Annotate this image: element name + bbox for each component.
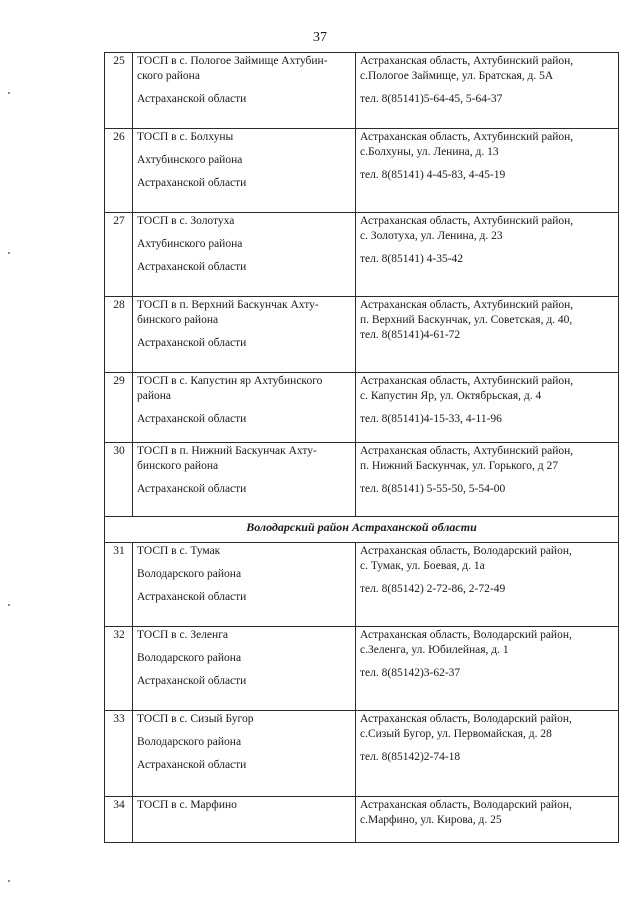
address-line: с.Пологое Займище, ул. Братская, д. 5А — [360, 69, 554, 82]
phone-text: тел. 8(85142) 2-72-86, 2-72-49 — [360, 582, 506, 595]
office-region: Астраханской области — [137, 758, 247, 771]
office-name-line: ТОСП в п. Верхний Баскунчак Ахту- — [137, 299, 319, 311]
address-line: Астраханская область, Володарский район, — [360, 799, 572, 811]
address-line: Астраханская область, Володарский район, — [360, 545, 572, 557]
address-cell — [356, 443, 619, 517]
row-number: 34 — [105, 797, 133, 843]
phone-text: тел. 8(85141) 5-55-50, 5-54-00 — [360, 482, 506, 495]
office-name-line: ТОСП в с. Сизый Бугор — [137, 713, 254, 725]
office-name-line: Ахтубинского района — [137, 237, 243, 250]
address-line: с.Марфино, ул. Кирова, д. 25 — [360, 813, 502, 826]
table-row — [105, 443, 619, 517]
table-row — [105, 711, 619, 797]
office-name-line: Володарского района — [137, 567, 242, 580]
office-name-cell — [133, 213, 356, 297]
address-line: с.Болхуны, ул. Ленина, д. 13 — [360, 145, 499, 158]
address-line: Астраханская область, Ахтубинский район, — [360, 215, 574, 227]
office-region: Астраханской области — [137, 336, 247, 349]
office-name-line: Володарского района — [137, 735, 242, 748]
address-cell — [356, 627, 619, 711]
address-cell — [356, 297, 619, 373]
office-name-line: бинского района — [137, 313, 219, 326]
row-number: 31 — [105, 543, 133, 627]
address-line: с. Капустин Яр, ул. Октябрьская, д. 4 — [360, 389, 542, 402]
office-name-cell — [133, 797, 356, 843]
office-region: Астраханской области — [137, 482, 247, 495]
address-line: п. Верхний Баскунчак, ул. Советская, д. 40, — [360, 313, 573, 326]
office-name-cell — [133, 373, 356, 443]
table-row — [105, 213, 619, 297]
table-row — [105, 627, 619, 711]
address-cell — [356, 543, 619, 627]
address-cell — [356, 129, 619, 213]
office-name-cell — [133, 129, 356, 213]
address-line: Астраханская область, Ахтубинский район, — [360, 299, 574, 311]
row-number: 33 — [105, 711, 133, 797]
office-region: Астраханской области — [137, 260, 247, 273]
address-cell — [356, 711, 619, 797]
page-number: 37 — [313, 30, 327, 45]
section-heading: Володарский район Астраханской области — [105, 517, 619, 543]
address-line: с.Зеленга, ул. Юбилейная, д. 1 — [360, 643, 509, 656]
phone-text: тел. 8(85141) 4-35-42 — [360, 252, 464, 265]
row-number: 28 — [105, 297, 133, 373]
address-line: с.Сизый Бугор, ул. Первомайская, д. 28 — [360, 727, 552, 740]
office-name-line: ТОСП в с. Капустин яр Ахтубинского — [137, 375, 323, 387]
phone-text: тел. 8(85141)4-15-33, 4-11-96 — [360, 412, 502, 425]
office-name-line: района — [137, 389, 172, 402]
office-name-cell — [133, 53, 356, 129]
scan-speck — [8, 880, 10, 882]
scan-speck — [8, 92, 10, 94]
address-cell — [356, 213, 619, 297]
address-cell — [356, 797, 619, 843]
office-region: Астраханской области — [137, 590, 247, 603]
phone-text: тел. 8(85141)5-64-45, 5-64-37 — [360, 92, 503, 105]
phone-text: тел. 8(85141) 4-45-83, 4-45-19 — [360, 168, 506, 181]
office-name-cell — [133, 543, 356, 627]
office-name-line: ТОСП в с. Тумак — [137, 545, 221, 557]
row-number: 32 — [105, 627, 133, 711]
table-row — [105, 53, 619, 129]
row-number: 29 — [105, 373, 133, 443]
office-name-line: ского района — [137, 69, 200, 82]
scan-speck — [8, 604, 10, 606]
section-row — [105, 517, 619, 543]
office-name-line: бинского района — [137, 459, 219, 472]
address-cell — [356, 373, 619, 443]
row-number: 27 — [105, 213, 133, 297]
office-region: Астраханской области — [137, 412, 247, 425]
address-line: Астраханская область, Ахтубинский район, — [360, 445, 574, 457]
office-name-line: ТОСП в п. Нижний Баскунчак Ахту- — [137, 445, 317, 457]
office-region: Астраханской области — [137, 674, 247, 687]
office-name-cell — [133, 711, 356, 797]
office-name-cell — [133, 297, 356, 373]
registry-table — [104, 52, 619, 843]
office-name-line: Володарского района — [137, 651, 242, 664]
phone-text: тел. 8(85141)4-61-72 — [360, 328, 461, 341]
address-line: Астраханская область, Володарский район, — [360, 629, 572, 641]
address-line: п. Нижний Баскунчак, ул. Горького, д 27 — [360, 459, 559, 472]
scan-speck — [8, 252, 10, 254]
address-line: Астраханская область, Ахтубинский район, — [360, 375, 574, 387]
row-number: 25 — [105, 53, 133, 129]
table-row — [105, 129, 619, 213]
office-region: Астраханской области — [137, 176, 247, 189]
row-number: 26 — [105, 129, 133, 213]
phone-text: тел. 8(85142)3-62-37 — [360, 666, 461, 679]
address-line: с. Тумак, ул. Боевая, д. 1а — [360, 559, 485, 572]
row-number: 30 — [105, 443, 133, 517]
office-name-line: ТОСП в с. Болхуны — [137, 131, 234, 143]
address-cell — [356, 53, 619, 129]
office-name-line: ТОСП в с. Зеленга — [137, 629, 229, 641]
table-row — [105, 543, 619, 627]
table-row — [105, 373, 619, 443]
address-line: с. Золотуха, ул. Ленина, д. 23 — [360, 229, 503, 242]
address-line: Астраханская область, Ахтубинский район, — [360, 131, 574, 143]
address-line: Астраханская область, Володарский район, — [360, 713, 572, 725]
phone-text: тел. 8(85142)2-74-18 — [360, 750, 461, 763]
table-row — [105, 297, 619, 373]
address-line: Астраханская область, Ахтубинский район, — [360, 55, 574, 67]
office-name-line: ТОСП в с. Пологое Займище Ахтубин- — [137, 55, 328, 67]
table-row — [105, 797, 619, 843]
office-region: Астраханской области — [137, 92, 247, 105]
office-name-line: Ахтубинского района — [137, 153, 243, 166]
office-name-line: ТОСП в с. Золотуха — [137, 215, 235, 227]
office-name-cell — [133, 443, 356, 517]
office-name-line: ТОСП в с. Марфино — [137, 799, 237, 811]
office-name-cell — [133, 627, 356, 711]
